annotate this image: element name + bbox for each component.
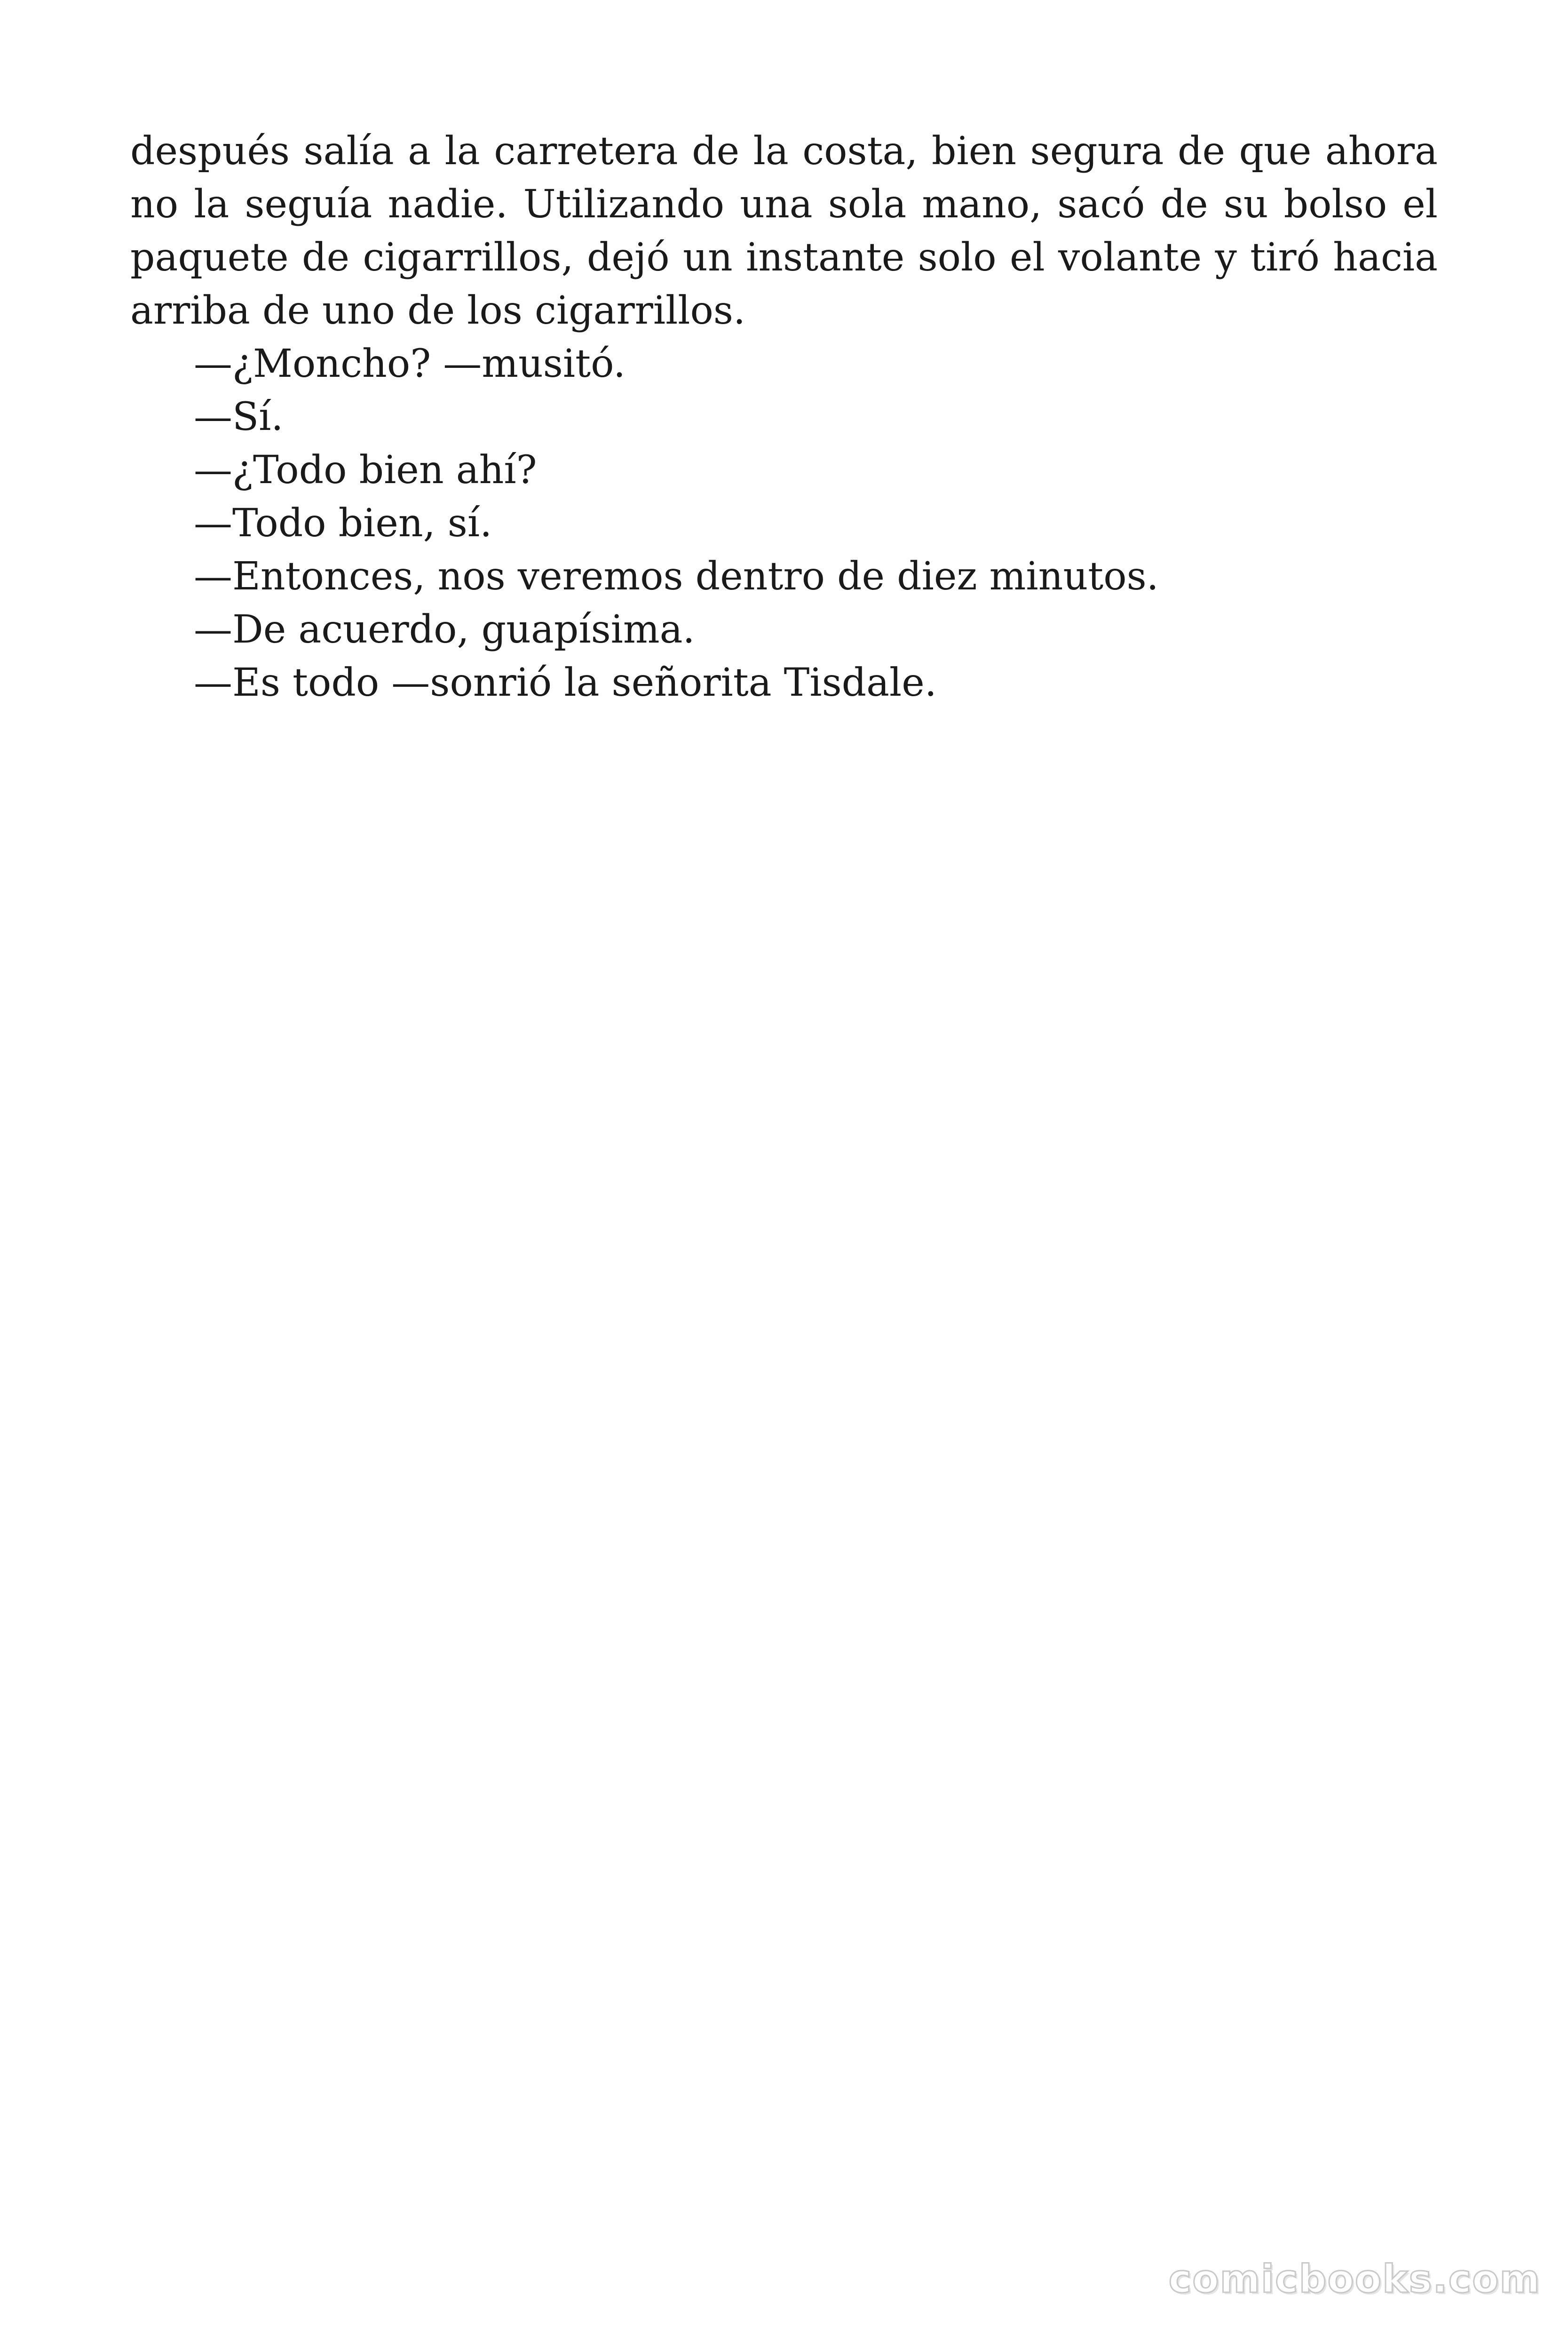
dialogue-line: —¿Todo bien ahí? [194, 448, 537, 493]
page-body-text [130, 125, 1438, 709]
dialogue-line: —De acuerdo, guapísima. [194, 607, 695, 652]
watermark-text: comicbooks.com [1168, 2257, 1541, 2302]
dialogue-line: —Sí. [194, 395, 284, 439]
dialogue-line: —¿Moncho? —musitó. [194, 342, 626, 386]
dialogue-line: —Todo bien, sí. [194, 501, 492, 546]
narrative-paragraph: después salía a la carretera de la costa, bien segura de que ahora no la seguía nadie. Utilizando una sola mano, sacó de su bolso el paquete de cigarrillos, dejó un instante solo el volante y tiró hacia arriba de uno de los cigarrillos. [130, 129, 1438, 333]
dialogue-line: —Es todo —sonrió la señorita Tisdale. [194, 660, 937, 705]
dialogue-line: —Entonces, nos veremos dentro de diez minutos. [194, 554, 1159, 599]
